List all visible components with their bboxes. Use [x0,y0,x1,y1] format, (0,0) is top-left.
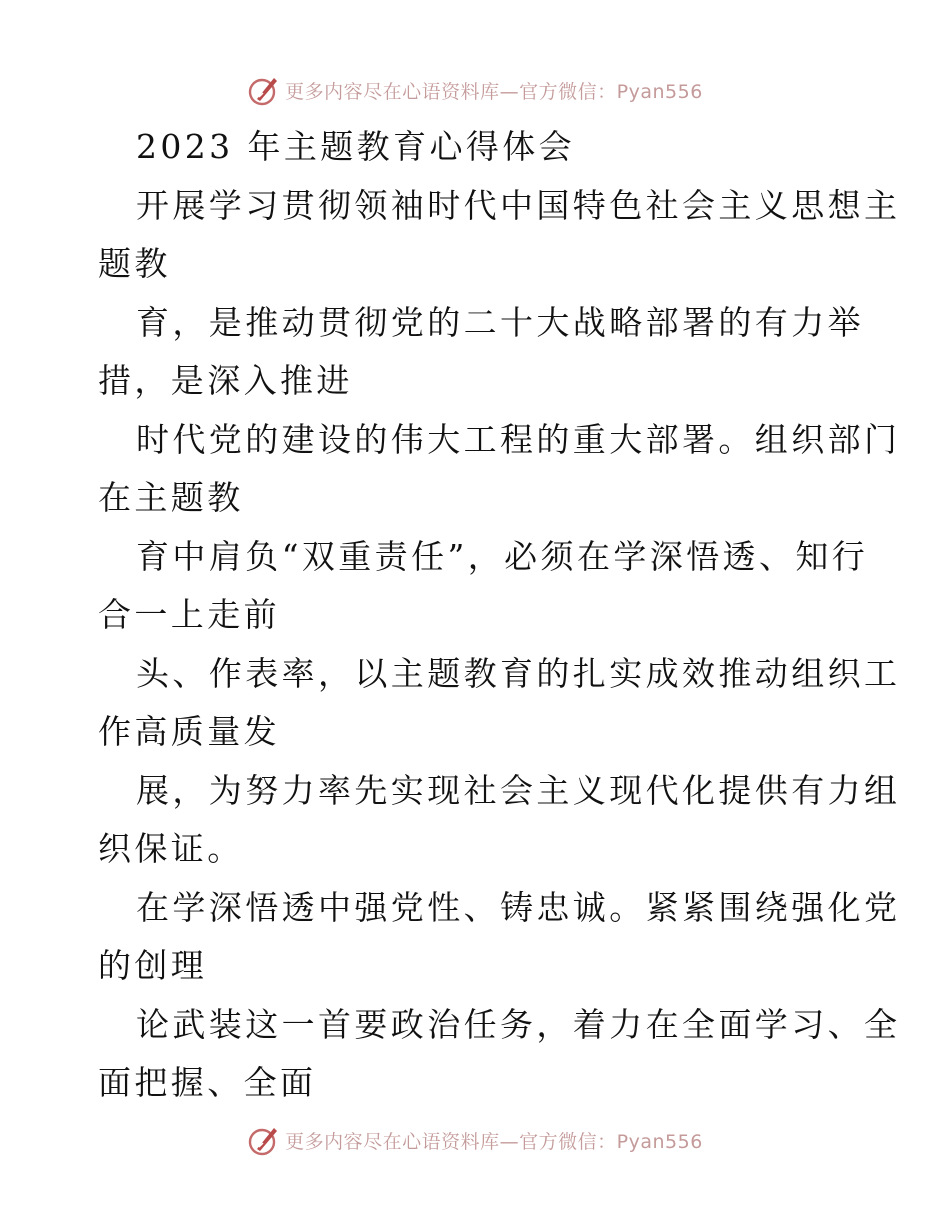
paragraph-line: 合一上走前 [98,595,280,634]
paragraph-line: 在学深悟透中强党性、铸忠诚。紧紧围绕强化党 [136,887,901,927]
watermark-banner-top [0,70,950,110]
quill-pen-circle-icon [247,73,281,107]
quill-pen-circle-icon [247,1123,281,1157]
paragraph-line: 展，为努力率先实现社会主义现代化提供有力组 [136,770,901,810]
watermark-banner-bottom [0,1120,950,1160]
paragraph-line: 的创理 [98,946,208,985]
paragraph-line: 题教 [98,244,171,283]
paragraph-line: 育，是推动贯彻党的二十大战略部署的有力举 [136,302,864,342]
paragraph-line: 时代党的建设的伟大工程的重大部署。组织部门 [136,419,901,459]
paragraph-line: 论武装这一首要政治任务，着力在全面学习、全 [136,1004,901,1044]
watermark-text: 更多内容尽在心语资料库—官方微信：Pyan556 [285,80,703,103]
paragraph-line: 头、作表率，以主题教育的扎实成效推动组织工 [136,653,901,693]
document-title: 2023 年主题教育心得体会 [136,127,576,166]
paragraph-line: 在主题教 [98,478,244,517]
document-body [98,118,901,1113]
paragraph-line: 育中肩负“双重责任”，必须在学深悟透、知行 [136,536,869,576]
paragraph-line: 开展学习贯彻领袖时代中国特色社会主义思想主 [136,185,901,225]
paragraph-line: 措，是深入推进 [98,361,353,400]
paragraph-line: 面把握、全面 [98,1063,317,1102]
watermark-text: 更多内容尽在心语资料库—官方微信：Pyan556 [285,1130,703,1153]
paragraph-line: 织保证。 [98,829,244,868]
paragraph-line: 作高质量发 [98,712,280,751]
